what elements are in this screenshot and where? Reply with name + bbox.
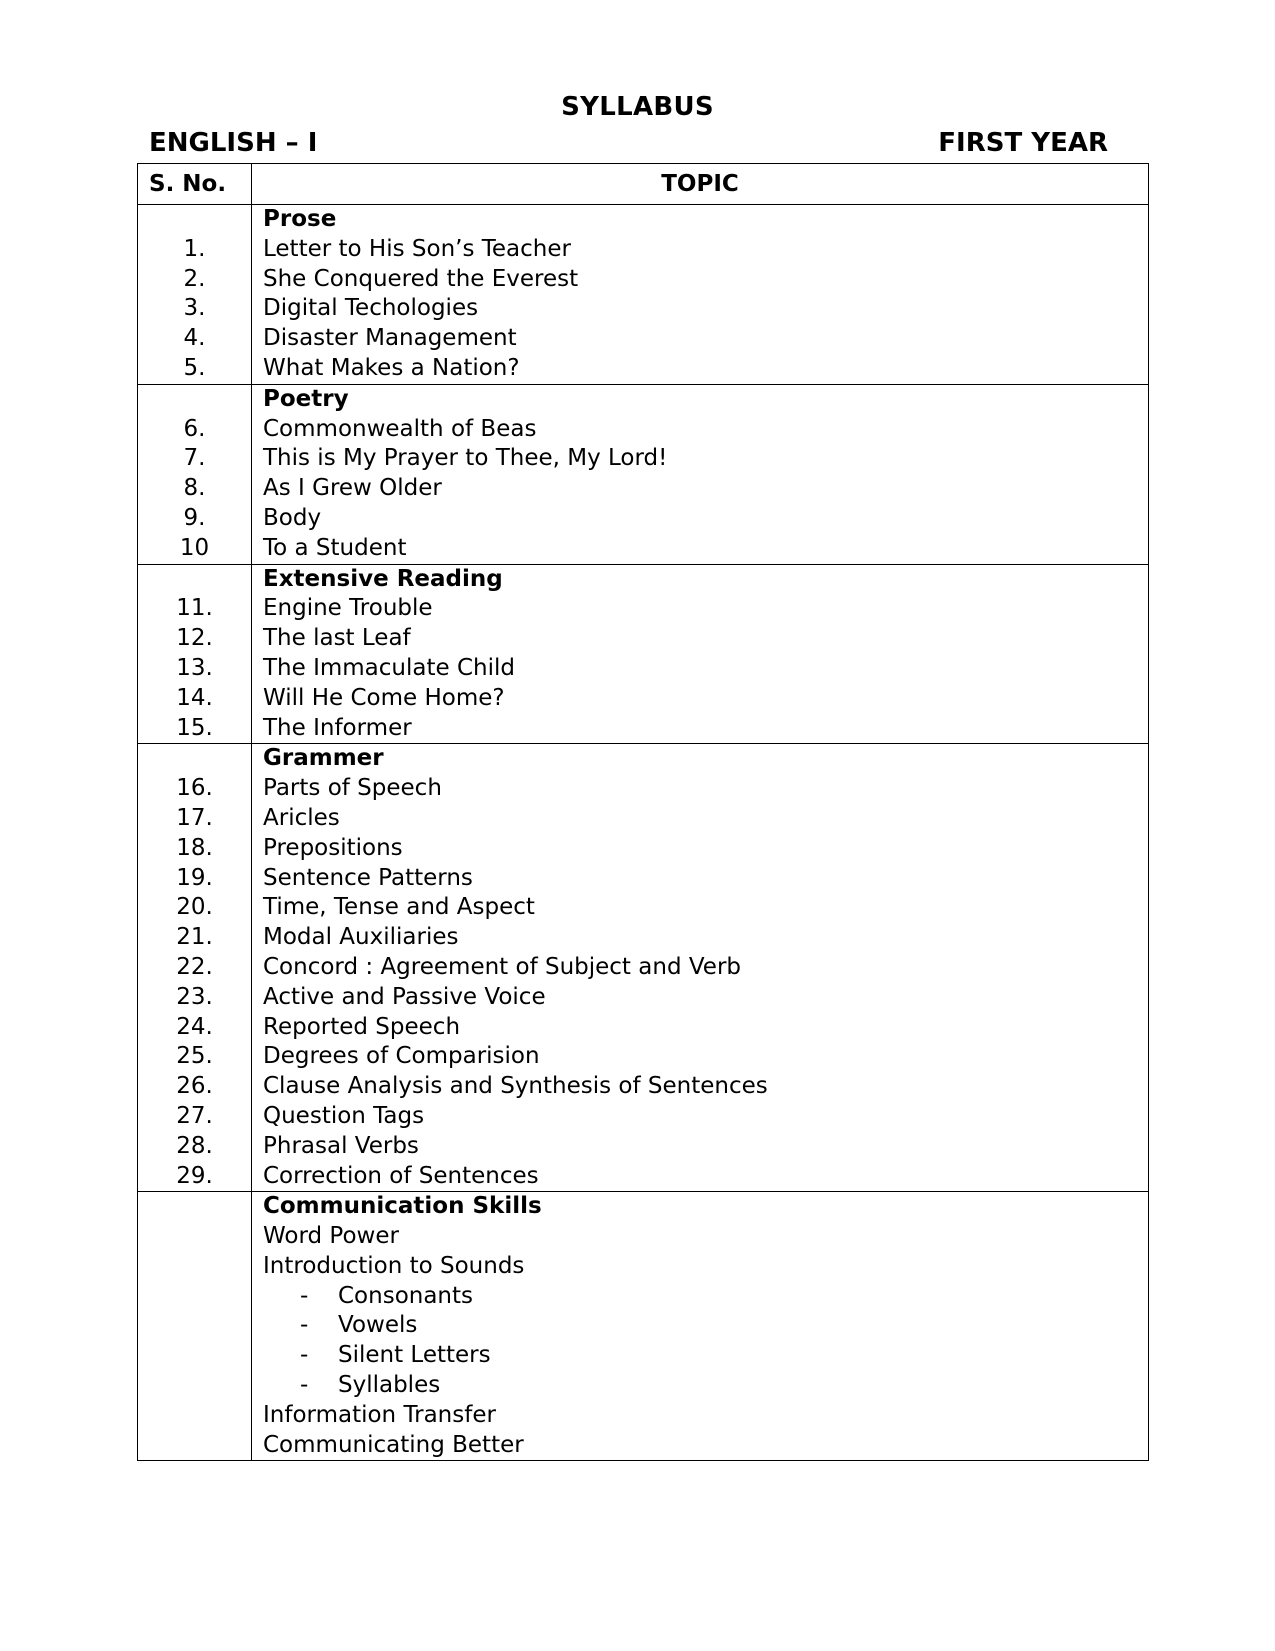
sub-topic-text: Consonants bbox=[338, 1282, 474, 1309]
topic-item: The Informer bbox=[263, 714, 412, 741]
item-number: 29. bbox=[176, 1162, 213, 1189]
item-number: 21. bbox=[176, 924, 213, 951]
subject-heading: ENGLISH – I bbox=[149, 128, 318, 158]
table-header-row bbox=[138, 164, 1149, 205]
item-number: 6. bbox=[183, 415, 206, 442]
section-topics-cell bbox=[252, 564, 1149, 744]
item-number: 24. bbox=[176, 1013, 213, 1040]
topic-item: Prepositions bbox=[263, 834, 403, 861]
dash-marker: - bbox=[300, 1372, 309, 1399]
sub-topic-text: Syllables bbox=[338, 1372, 441, 1399]
section-numbers-cell bbox=[138, 1192, 252, 1461]
topic-item: Will He Come Home? bbox=[263, 684, 505, 711]
topic-item: Degrees of Comparision bbox=[263, 1043, 540, 1070]
sub-topic-item bbox=[252, 1341, 1148, 1371]
section-numbers-cell bbox=[138, 564, 252, 744]
topic-item: Commonwealth of Beas bbox=[263, 415, 537, 442]
item-number bbox=[138, 1222, 251, 1252]
item-number: 17. bbox=[176, 804, 213, 831]
topic-item: Engine Trouble bbox=[263, 595, 433, 622]
item-number: 11. bbox=[176, 595, 213, 622]
item-number: 4. bbox=[183, 325, 206, 352]
topic-item: Correction of Sentences bbox=[263, 1162, 539, 1189]
item-number: 10 bbox=[179, 534, 210, 561]
topic-column-header: TOPIC bbox=[252, 164, 1149, 205]
item-number: 13. bbox=[176, 654, 213, 681]
blank-number bbox=[138, 205, 251, 235]
dash-marker: - bbox=[300, 1282, 309, 1309]
topic-item: Reported Speech bbox=[263, 1013, 461, 1040]
sub-topic-text: Vowels bbox=[338, 1312, 418, 1339]
item-number: 27. bbox=[176, 1102, 213, 1129]
item-number: 2. bbox=[183, 265, 206, 292]
item-number bbox=[138, 1282, 251, 1312]
section-title: Communication Skills bbox=[263, 1193, 542, 1220]
topic-item: What Makes a Nation? bbox=[263, 354, 520, 381]
item-number: 25. bbox=[176, 1043, 213, 1070]
section-title: Grammer bbox=[263, 745, 384, 772]
section-row bbox=[138, 205, 1149, 385]
section-topics-cell bbox=[252, 1192, 1149, 1461]
topic-item: She Conquered the Everest bbox=[263, 265, 579, 292]
item-number bbox=[138, 1311, 251, 1341]
item-number: 5. bbox=[183, 354, 206, 381]
topic-item: Time, Tense and Aspect bbox=[263, 894, 535, 921]
item-number: 26. bbox=[176, 1073, 213, 1100]
item-number: 22. bbox=[176, 953, 213, 980]
item-number bbox=[138, 1401, 251, 1431]
section-row bbox=[138, 744, 1149, 1192]
item-number: 15. bbox=[176, 714, 213, 741]
topic-item: Sentence Patterns bbox=[263, 864, 473, 891]
section-title: Poetry bbox=[263, 385, 349, 412]
blank-number bbox=[138, 385, 251, 415]
topic-item: To a Student bbox=[263, 534, 407, 561]
topic-item: Letter to His Son’s Teacher bbox=[263, 235, 571, 262]
section-title: Prose bbox=[263, 206, 337, 232]
section-title: Extensive Reading bbox=[263, 565, 503, 592]
item-number: 28. bbox=[176, 1132, 213, 1159]
dash-marker: - bbox=[300, 1312, 309, 1339]
sno-column-header: S. No. bbox=[138, 164, 252, 205]
section-row bbox=[138, 1192, 1149, 1461]
topic-item: Aricles bbox=[263, 804, 340, 831]
topic-item: Communicating Better bbox=[263, 1431, 524, 1458]
item-number: 1. bbox=[183, 235, 206, 262]
topic-item: Information Transfer bbox=[263, 1401, 496, 1428]
section-numbers-cell bbox=[138, 205, 252, 385]
item-number: 23. bbox=[176, 983, 213, 1010]
item-number: 16. bbox=[176, 775, 213, 802]
topic-item: As I Grew Older bbox=[263, 475, 442, 502]
topic-item: Question Tags bbox=[263, 1102, 425, 1129]
item-number: 3. bbox=[183, 295, 206, 322]
item-number: 9. bbox=[183, 504, 206, 531]
topic-item: The Immaculate Child bbox=[263, 654, 515, 681]
topic-item: Concord : Agreement of Subject and Verb bbox=[263, 953, 742, 980]
topic-item: Active and Passive Voice bbox=[263, 983, 546, 1010]
topic-item: Clause Analysis and Synthesis of Sentences bbox=[263, 1073, 768, 1100]
item-number: 7. bbox=[183, 445, 206, 472]
topic-item: This is My Prayer to Thee, My Lord! bbox=[263, 445, 668, 472]
item-number bbox=[138, 1371, 251, 1401]
section-numbers-cell bbox=[138, 744, 252, 1192]
syllabus-table bbox=[137, 163, 1149, 1461]
topic-item: Phrasal Verbs bbox=[263, 1132, 419, 1159]
dash-marker: - bbox=[300, 1342, 309, 1369]
item-number: 14. bbox=[176, 684, 213, 711]
topic-item: Digital Techologies bbox=[263, 295, 479, 322]
page-title: SYLLABUS bbox=[561, 92, 714, 122]
topic-item: Introduction to Sounds bbox=[263, 1252, 525, 1279]
section-topics-cell bbox=[252, 384, 1149, 564]
topic-item: Body bbox=[263, 504, 322, 531]
item-number: 18. bbox=[176, 834, 213, 861]
item-number: 8. bbox=[183, 475, 206, 502]
section-numbers-cell bbox=[138, 384, 252, 564]
sub-topic-item bbox=[252, 1371, 1148, 1401]
blank-number bbox=[138, 1192, 251, 1222]
item-number: 20. bbox=[176, 894, 213, 921]
section-topics-cell bbox=[252, 744, 1149, 1192]
sub-topic-item bbox=[252, 1282, 1148, 1312]
topic-item: Parts of Speech bbox=[263, 775, 442, 802]
sub-topic-text: Silent Letters bbox=[338, 1342, 491, 1369]
item-number bbox=[138, 1252, 251, 1282]
blank-number bbox=[138, 565, 251, 595]
topic-item: Disaster Management bbox=[263, 325, 517, 352]
item-number bbox=[138, 1431, 251, 1461]
item-number: 19. bbox=[176, 864, 213, 891]
item-number bbox=[138, 1341, 251, 1371]
topic-item: Word Power bbox=[263, 1223, 399, 1250]
section-row bbox=[138, 384, 1149, 564]
item-number: 12. bbox=[176, 625, 213, 652]
sub-topic-item bbox=[252, 1311, 1148, 1341]
topic-item: Modal Auxiliaries bbox=[263, 924, 459, 951]
topic-item: The last Leaf bbox=[263, 625, 411, 652]
blank-number bbox=[138, 744, 251, 774]
section-row bbox=[138, 564, 1149, 744]
year-heading: FIRST YEAR bbox=[938, 128, 1108, 158]
section-topics-cell bbox=[252, 205, 1149, 385]
